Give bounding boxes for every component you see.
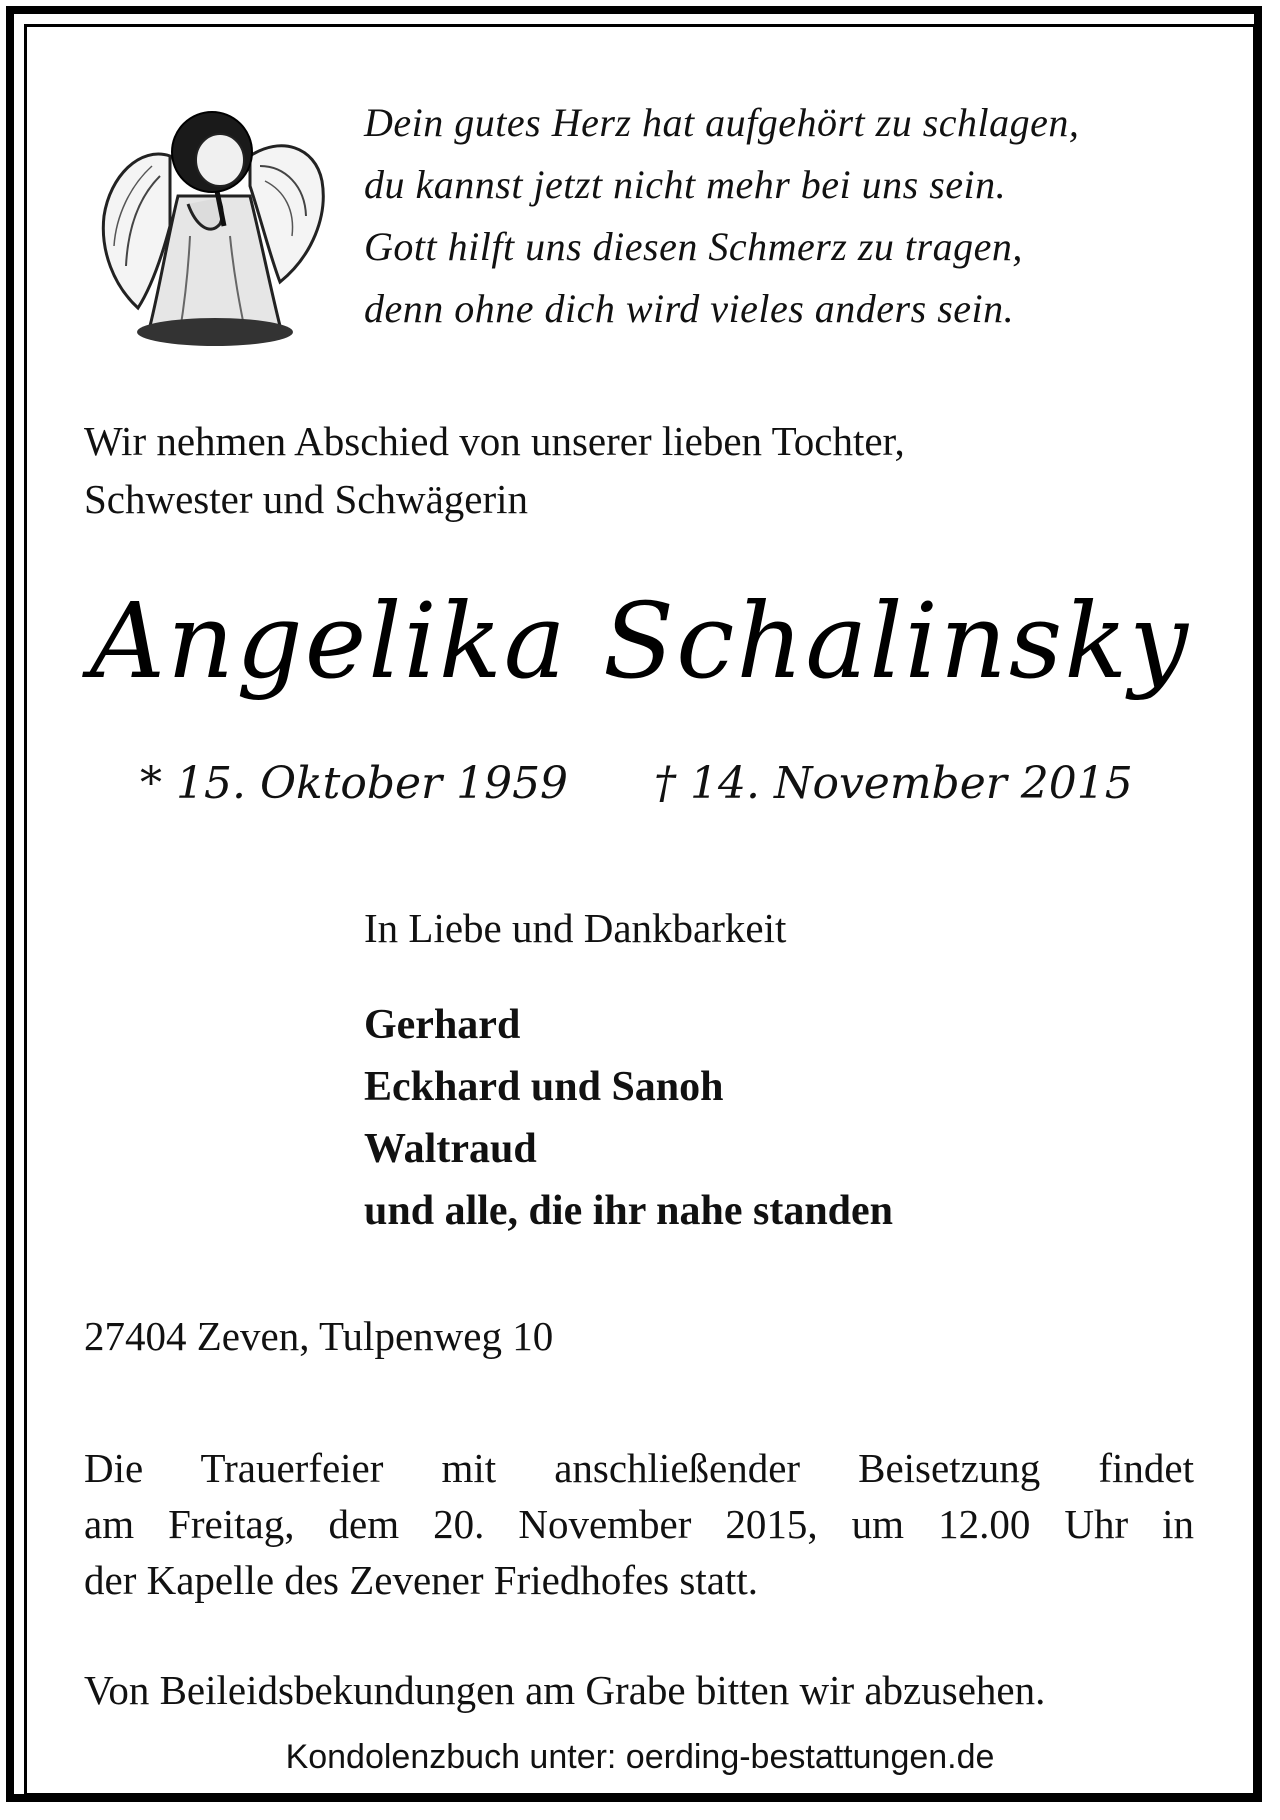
address: 27404 Zeven, Tulpenweg 10: [84, 1313, 554, 1359]
poem-line: Gott hilft uns diesen Schmerz zu tragen,: [364, 224, 1023, 269]
death-date: † 14. November 2015: [654, 758, 1133, 809]
mourner-name: Waltraud: [364, 1126, 537, 1172]
mourner-name: Eckhard und Sanoh: [364, 1064, 724, 1110]
mourner-name: Gerhard: [364, 1002, 521, 1048]
praying-angel-icon: [100, 86, 330, 356]
deceased-name: Angelika Schalinsky: [90, 580, 1190, 702]
condolences-note: Von Beileidsbekundungen am Grabe bitten wir abzusehen.: [84, 1667, 1046, 1713]
poem-line: denn ohne dich wird vieles anders sein.: [364, 286, 1015, 331]
intro-line: Schwester und Schwägerin: [84, 476, 529, 522]
service-info: [84, 1440, 1194, 1608]
poem-line: Dein gutes Herz hat aufgehört zu schlagen,: [364, 100, 1080, 145]
mourners-intro: In Liebe und Dankbarkeit: [364, 905, 787, 951]
condolence-book-link: Kondolenzbuch unter: oerding-bestattungen.de: [285, 1738, 995, 1776]
service-line: am Freitag, dem 20. November 2015, um 12.00 Uhr in: [84, 1501, 1194, 1547]
poem: [364, 92, 1224, 340]
mourner-name: und alle, die ihr nahe standen: [364, 1188, 894, 1234]
mourners-list: [364, 994, 893, 1242]
poem-line: du kannst jetzt nicht mehr bei uns sein.: [364, 162, 1007, 207]
farewell-intro: [84, 412, 905, 528]
service-line: Die Trauerfeier mit anschließender Beisetzung findet: [84, 1445, 1194, 1491]
intro-line: Wir nehmen Abschied von unserer lieben Tochter,: [84, 418, 905, 464]
birth-date: * 15. Oktober 1959: [140, 758, 569, 809]
service-line: der Kapelle des Zevener Friedhofes statt.: [84, 1557, 758, 1603]
